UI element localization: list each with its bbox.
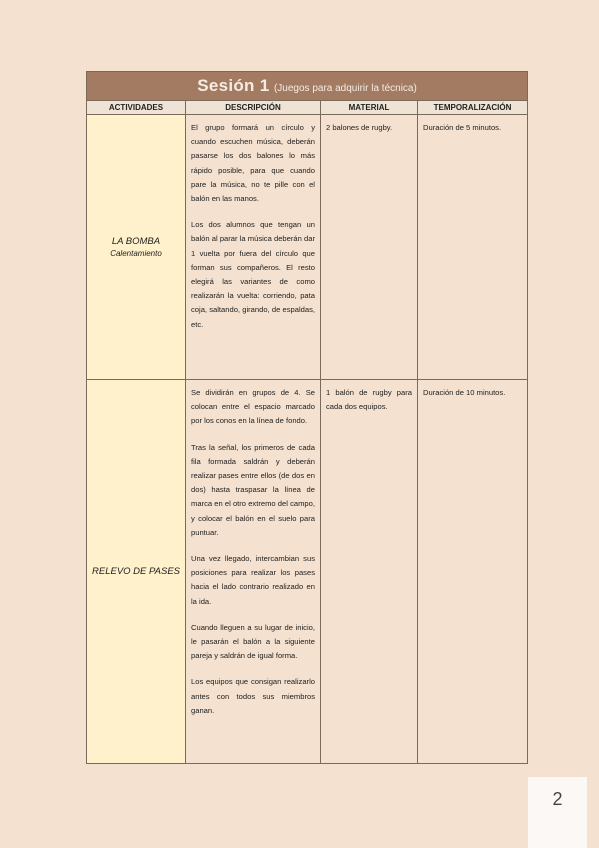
timing-cell (418, 380, 528, 764)
material-cell (321, 115, 418, 380)
header-timing: TEMPORALIZACIÓN (418, 101, 528, 115)
activity-subtitle: Calentamiento (110, 249, 162, 258)
session-subtitle: (Juegos para adquirir la técnica) (273, 83, 417, 94)
material-text: 1 balón de rugby para cada dos equipos. (326, 388, 412, 412)
description-paragraph: Los equipos que consigan realizarlo antes con todos sus miembros ganan. (191, 677, 315, 715)
header-material: MATERIAL (321, 101, 418, 115)
page-number-box (528, 777, 587, 848)
activity-name: RELEVO DE PASES (92, 566, 180, 577)
material-cell (321, 380, 418, 764)
session-title-cell (87, 72, 528, 101)
description-cell (186, 115, 321, 380)
description-paragraph: Los dos alumnos que tengan un balón al parar la música deberán dar 1 vuelta por fuera del círculo que forman sus compañeros. El resto elegirá las variantes de como realizarán la vuelta: corriendo, pata coja, saltando, girando, de espaldas, etc. (191, 220, 315, 329)
title-row (87, 72, 528, 101)
activity-cell (87, 380, 186, 764)
description-paragraph: Cuando lleguen a su lugar de inicio, le pasarán el balón a la siguiente pareja y saldrán de igual forma. (191, 622, 315, 661)
timing-text: Duración de 10 minutos. (423, 388, 506, 397)
description-paragraph: Una vez llegado, intercambian sus posiciones para realizar los pases hacia el lado contrario realizado en la ida. (191, 554, 315, 606)
description-paragraph: El grupo formará un círculo y cuando escuchen música, deberán pasarse los dos balones lo más rápido posible, para que cuando pare la música, no te pille con el balón en las manos. (191, 123, 315, 204)
description-cell (186, 380, 321, 764)
header-activities: ACTIVIDADES (87, 101, 186, 115)
header-row (87, 101, 528, 115)
session-title: Sesión 1 (197, 76, 270, 95)
activity-name: LA BOMBA (111, 236, 161, 247)
activity-cell (87, 115, 186, 380)
session-table (86, 71, 528, 764)
description-paragraph: Se dividirán en grupos de 4. Se colocan entre el espacio marcado por los conos en la línea de fondo. (191, 388, 315, 426)
timing-text: Duración de 5 minutos. (423, 123, 502, 132)
page-number: 2 (552, 789, 563, 809)
table-row (87, 115, 528, 380)
header-description: DESCRIPCIÓN (186, 101, 321, 115)
description-paragraph: Tras la señal, los primeros de cada fila formada saldrán y deberán realizar pases entre ellos (de dos en dos) hasta traspasar la línea de marca en el otro extremo del campo, y colocar el balón en el suelo para puntuar. (191, 442, 315, 537)
timing-cell (418, 115, 528, 380)
material-text: 2 balones de rugby. (326, 123, 393, 132)
table-row (87, 380, 528, 764)
